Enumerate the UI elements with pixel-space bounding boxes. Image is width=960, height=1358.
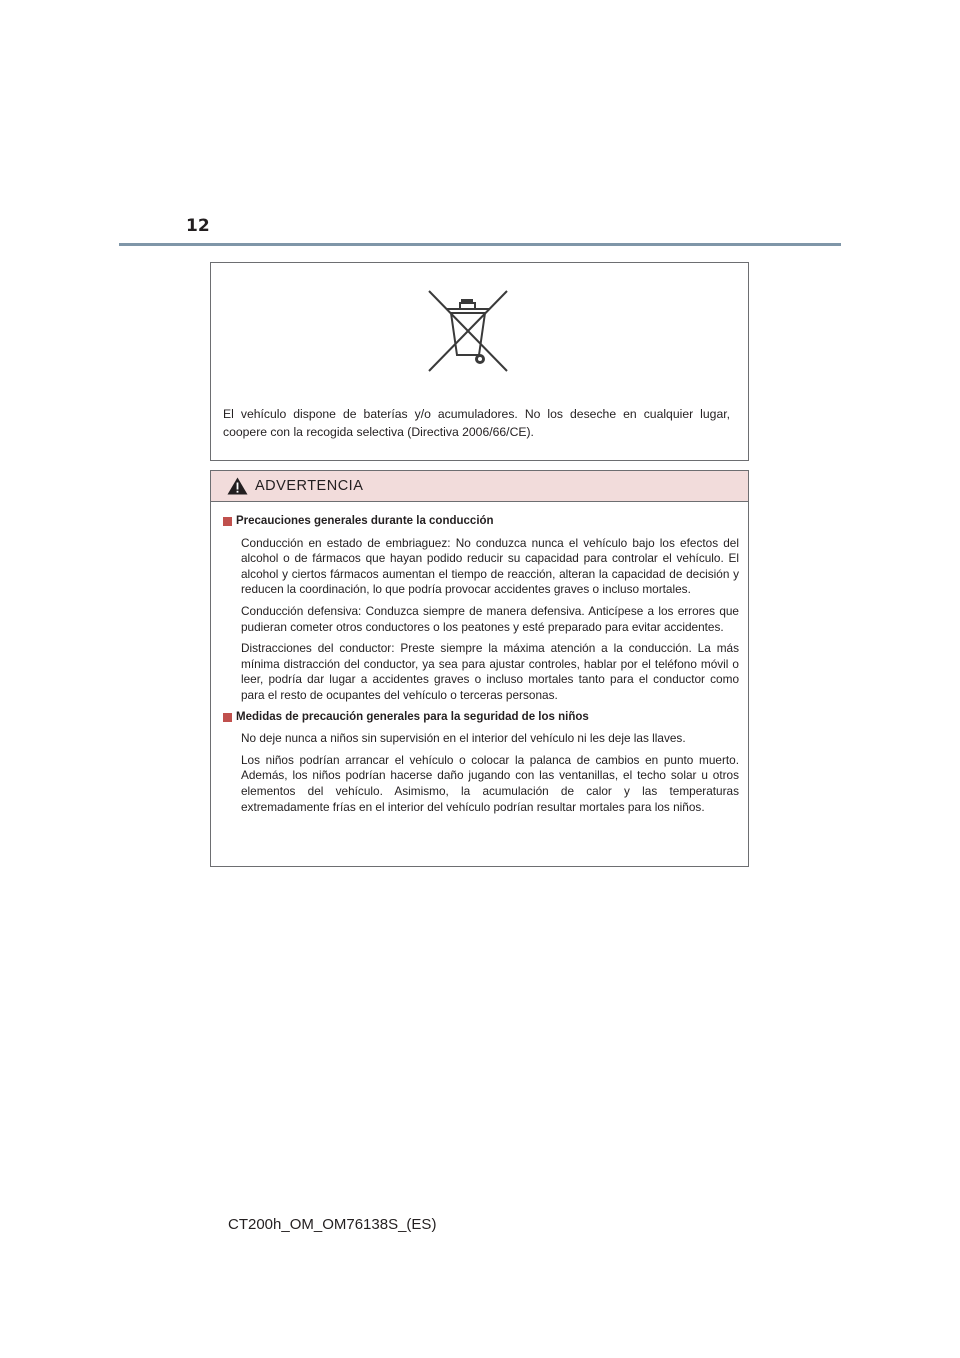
recycle-notice-box	[210, 262, 749, 461]
crossed-out-wheelie-bin-icon	[427, 289, 509, 373]
warning-header	[211, 471, 748, 502]
paragraph: Distracciones del conductor: Preste siempre la máxima atención a la conducción. La más mínima distracción del conductor, ya sea para ajustar controles, hablar por el teléfono móvil o leer, podría dar lugar a accidentes graves o incluso mortales tanto para el conductor como para el resto de ocupantes del vehículo o terceras personas.	[241, 641, 739, 702]
footer-document-code: CT200h_OM_OM76138S_(ES)	[228, 1216, 437, 1233]
section-title	[223, 710, 739, 726]
header-rule	[119, 243, 841, 246]
warning-box	[210, 470, 749, 867]
paragraph: Los niños podrían arrancar el vehículo o colocar la palanca de cambios en punto muerto. Además, los niños podrían hacerse daño jugando con las ventanillas, el techo solar u otros elementos del vehículo. Asimismo, la acumulación de calor y las temperaturas extremadamente frías en el interior del vehículo podrían resultar mortales para los niños.	[241, 752, 739, 814]
paragraph: No deje nunca a niños sin supervisión en el interior del vehículo ni les deje las llaves.	[241, 731, 686, 746]
paragraph: Conducción en estado de embriaguez: No conduzca nunca el vehículo bajo los efectos del alcohol o de fármacos que hayan podido reducir su capacidad para controlar el vehículo. El alcohol y ciertos fármacos aumentan el tiempo de reacción, alteran la capacidad de decisión y reducen la coordinación, lo que podría provocar accidentes graves o incluso mortales.	[241, 535, 739, 597]
warning-body	[211, 502, 748, 815]
section-title	[223, 514, 739, 530]
warning-title: ADVERTENCIA	[255, 478, 364, 494]
warning-triangle-icon	[227, 477, 248, 495]
section-title-text: Medidas de precaución generales para la seguridad de los niños	[236, 710, 589, 723]
page-number: 12	[186, 216, 210, 236]
section-title-text: Precauciones generales durante la conducción	[236, 515, 494, 527]
recycle-notice-text: El vehículo dispone de baterías y/o acumuladores. No los deseche en cualquier lugar, coopere con la recogida selectiva (Directiva 2006/66/CE).	[223, 407, 730, 439]
section-bullet-icon	[223, 517, 232, 526]
paragraph: Conducción defensiva: Conduzca siempre de manera defensiva. Anticípese a los errores que pudieran cometer otros conductores o los peatones y esté preparado para evitar accidentes.	[241, 603, 739, 634]
section-bullet-icon	[223, 713, 232, 722]
